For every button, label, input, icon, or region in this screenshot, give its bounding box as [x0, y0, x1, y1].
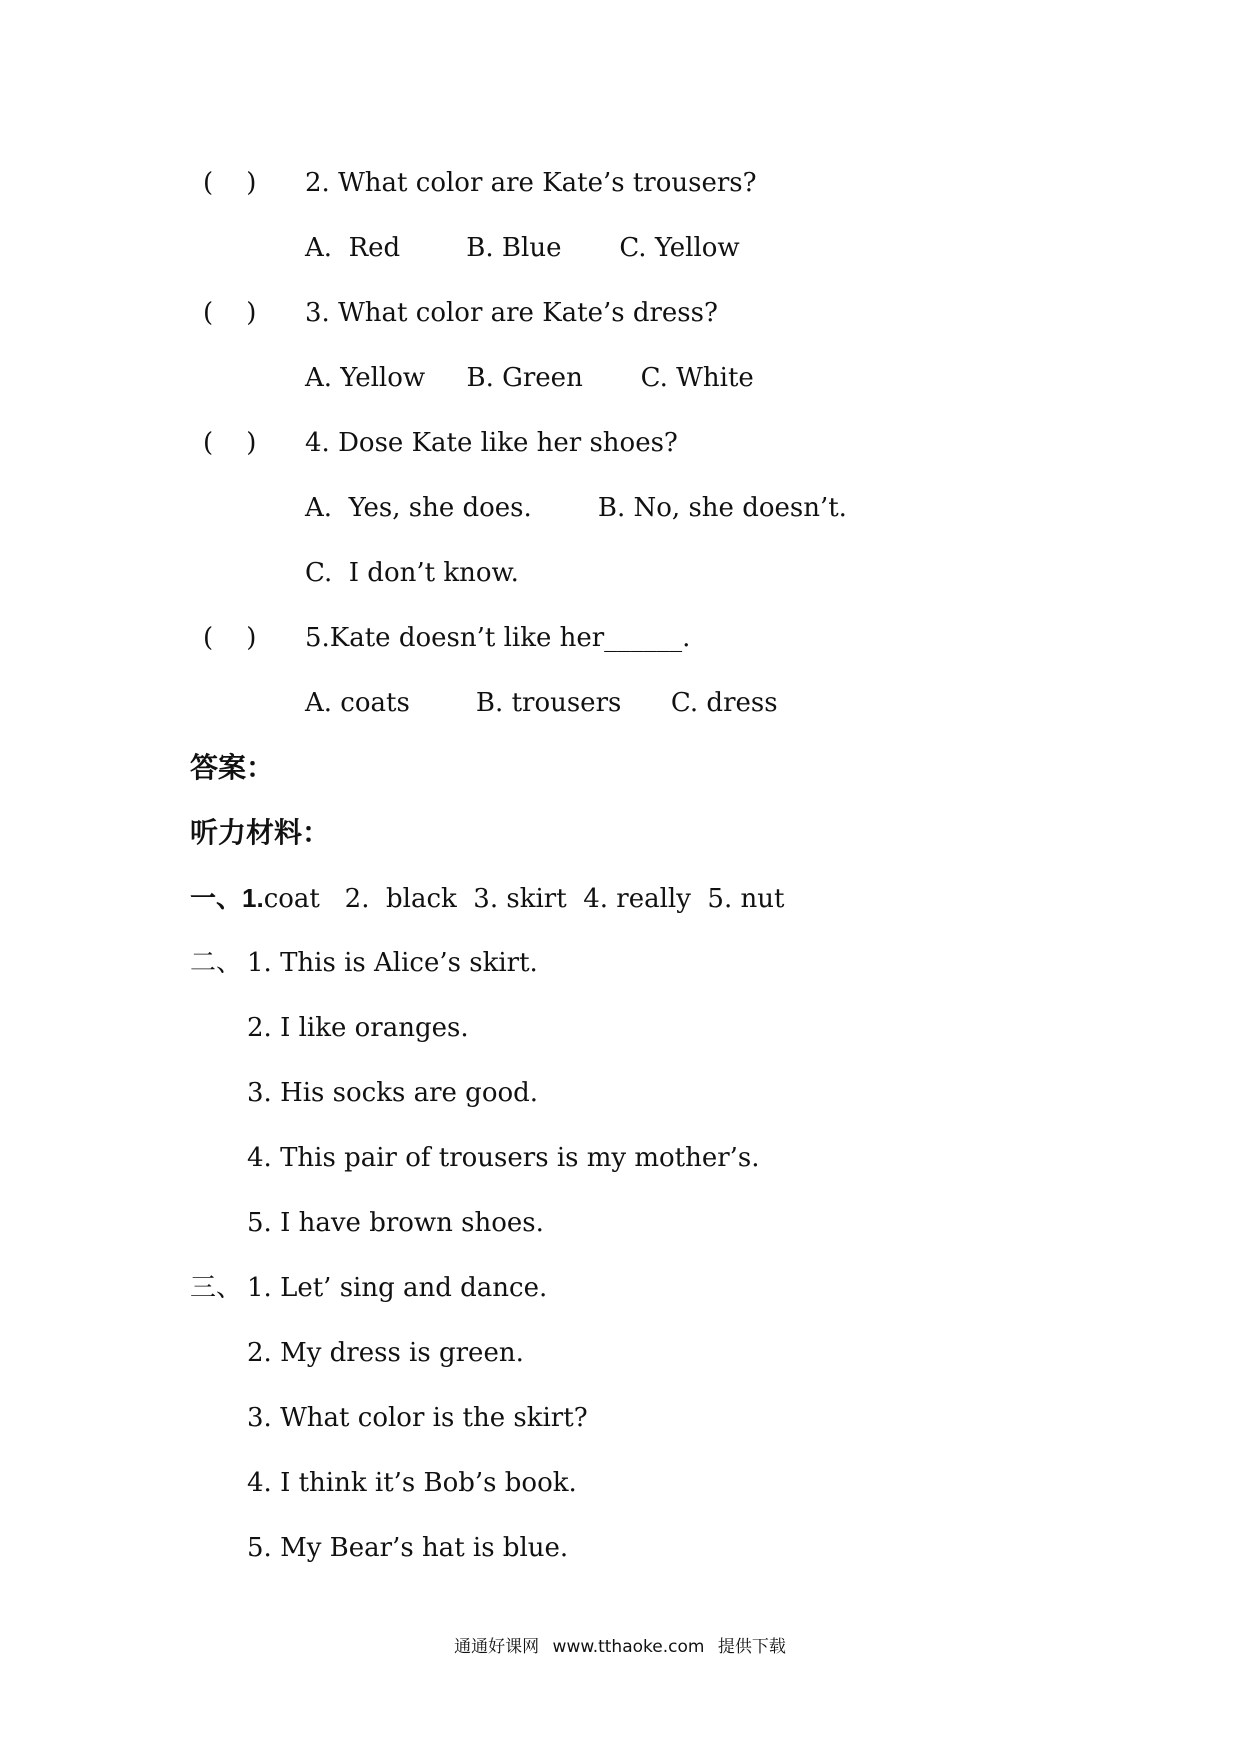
page-footer	[0, 1636, 1240, 1658]
section-3-label: 三、	[190, 1273, 243, 1303]
section-1-text: coat 2. black 3. skirt 4. really 5. nut	[263, 884, 785, 914]
section-2-item: 4. This pair of trousers is my mother’s.	[247, 1143, 760, 1173]
answer-paren-q5: ( )	[203, 623, 257, 653]
answer-paren-q4: ( )	[203, 428, 257, 458]
answer-paren-q3: ( )	[203, 298, 257, 328]
question-5-text: 5.Kate doesn’t like her______.	[305, 623, 691, 653]
section-2-item: 2. I like oranges.	[247, 1013, 469, 1043]
question-2-options: A. Red B. Blue C. Yellow	[305, 233, 740, 263]
section-3-item: 5. My Bear’s hat is blue.	[247, 1533, 569, 1563]
section-3-item: 4. I think it’s Bob’s book.	[247, 1468, 577, 1498]
footer-site-name: 通通好课网	[454, 1637, 540, 1657]
section-1-answers	[190, 882, 784, 915]
question-2-text: 2. What color are Kate’s trousers?	[305, 168, 757, 198]
section-2-item: 1. This is Alice’s skirt.	[247, 948, 538, 978]
section-3-item: 3. What color is the skirt?	[247, 1403, 588, 1433]
section-2-item: 3. His socks are good.	[247, 1078, 539, 1108]
question-4-options-line2: C. I don’t know.	[305, 558, 519, 588]
section-3-item: 2. My dress is green.	[247, 1338, 524, 1368]
question-4-text: 4. Dose Kate like her shoes?	[305, 428, 678, 458]
section-1-label: 一、	[190, 884, 243, 914]
section-3-item: 1. Let’ sing and dance.	[247, 1273, 548, 1303]
answers-heading: 答案：	[190, 751, 275, 784]
section-1-first-number: 1.	[242, 883, 264, 913]
section-2-item: 5. I have brown shoes.	[247, 1208, 544, 1238]
footer-url[interactable]: www.tthaoke.com	[552, 1637, 705, 1657]
question-3-options: A. Yellow B. Green C. White	[305, 363, 754, 393]
section-2-label: 二、	[190, 948, 243, 978]
question-5-options: A. coats B. trousers C. dress	[305, 688, 778, 718]
question-3-text: 3. What color are Kate’s dress?	[305, 298, 718, 328]
question-4-options-line1: A. Yes, she does. B. No, she doesn’t.	[305, 493, 847, 523]
footer-action: 提供下载	[717, 1637, 786, 1657]
listening-heading: 听力材料：	[190, 816, 331, 849]
answer-paren-q2: ( )	[203, 168, 257, 198]
